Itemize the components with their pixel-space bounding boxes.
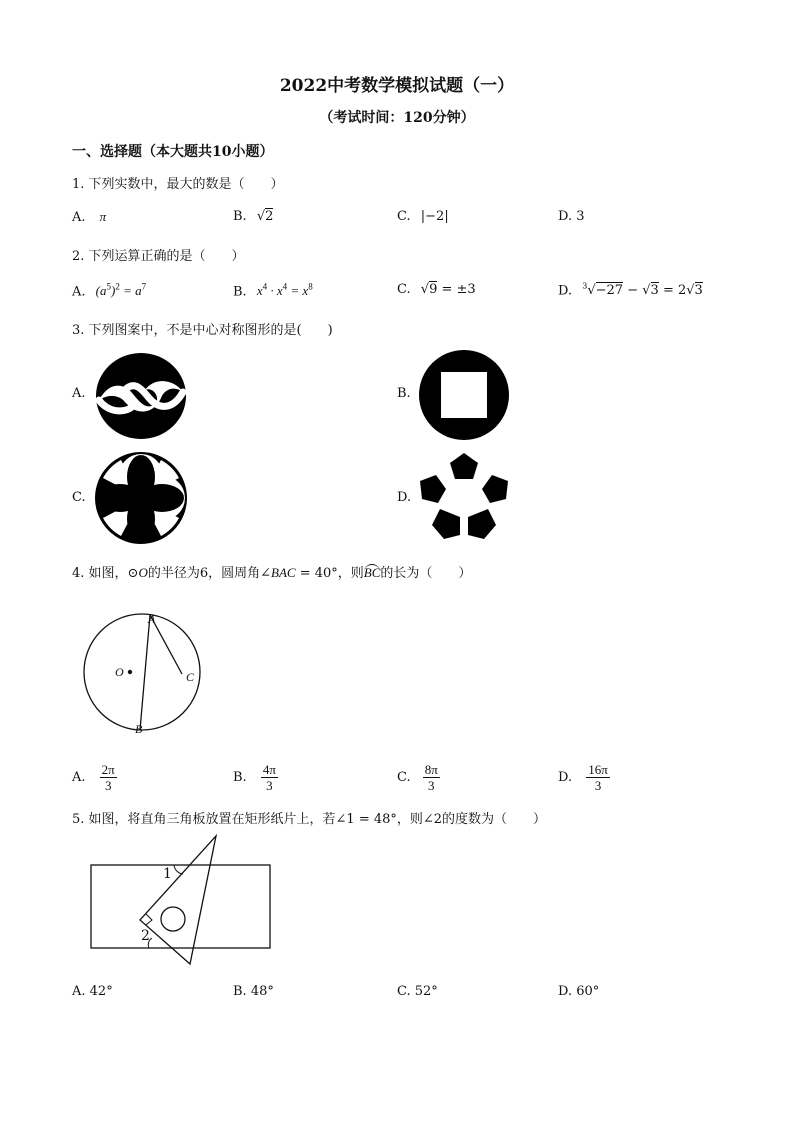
sqrt-symbol: √2 [256, 209, 274, 224]
exam-duration: （考试时间：120分钟） [319, 110, 475, 126]
q2-option-d: D. $^3$√−27 − √3 = 2√3 [558, 282, 703, 299]
q4-option-a: A. $\frac{2\pi}{3}$ [72, 762, 115, 793]
q4-point-b-label: B [135, 722, 143, 736]
question-2-stem: 2. 下列运算正确的是（ ） [72, 249, 245, 264]
q4-option-b: B. $\frac{4\pi}{3}$ [233, 762, 276, 793]
q4-option-d: D. $\frac{16\pi}{3}$ [558, 762, 608, 793]
page-title: 2022中考数学模拟试题（一） [279, 76, 515, 96]
q3-option-b-figure [418, 349, 510, 441]
q4-center-o-label: O [115, 665, 124, 679]
q3-option-d-figure [418, 451, 510, 541]
q1-option-d: D. 3 [558, 209, 585, 224]
q3-option-d-label: D. [397, 490, 412, 505]
q5-option-a: A. 42° [72, 984, 113, 999]
question-4-stem: 4. 如图，⊙O的半径为6，圆周角∠BAC = 40°，则BC的长为（ ） [72, 565, 472, 581]
arc-symbol: BC [363, 565, 381, 580]
q3-option-a-label: A. [72, 386, 86, 401]
q5-angle-1-label: 1 [163, 866, 172, 882]
q5-option-d: D. 60° [558, 984, 600, 999]
q4-point-a-label: A [148, 612, 156, 626]
question-5-stem: 5. 如图，将直角三角板放置在矩形纸片上，若∠1 = 48°，则∠2的度数为（ ） [72, 812, 547, 827]
q3-option-c-figure [95, 452, 187, 544]
q1-option-a: A. π [72, 209, 107, 225]
q2-option-b: B. $x^4 \cdot x^4 = x^8$ [233, 282, 313, 300]
q1-option-b: B. √2 [233, 209, 274, 224]
q4-point-c-label: C [186, 670, 195, 684]
section-heading: 一、选择题（本大题共10小题） [72, 144, 274, 160]
q1-option-c: C. |−2| [397, 209, 449, 224]
q5-angle-2-label: 2 [141, 928, 150, 944]
q5-option-b: B. 48° [233, 984, 274, 999]
q2-option-c: C. √9 = ±3 [397, 282, 476, 297]
q3-option-a-figure [95, 352, 187, 440]
q3-option-c-label: C. [72, 490, 86, 505]
q5-option-c: C. 52° [397, 984, 438, 999]
q2-option-a: A. $(a^5)^2 = a^7$ [72, 282, 147, 300]
q5-triangle-figure [88, 832, 274, 968]
q4-option-c: C. $\frac{8\pi}{3}$ [397, 762, 438, 793]
q3-option-b-label: B. [397, 386, 411, 401]
question-3-stem: 3. 下列图案中，不是中心对称图形的是( ) [72, 323, 333, 338]
question-1-stem: 1. 下列实数中，最大的数是（ ） [72, 177, 284, 192]
